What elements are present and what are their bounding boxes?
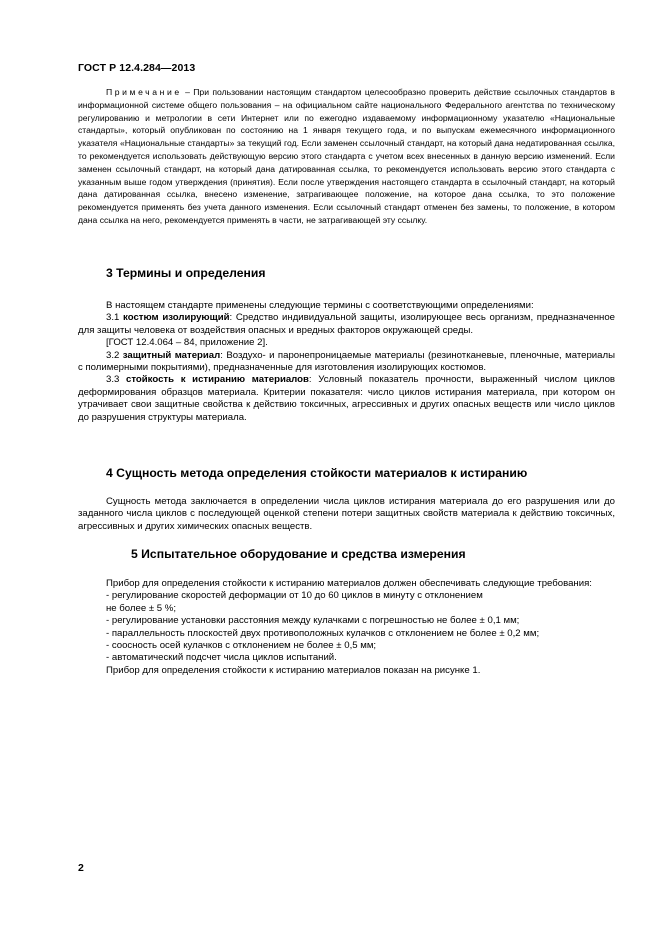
term-3-1-reference: [ГОСТ 12.4.064 – 84, приложение 2]. <box>106 337 268 349</box>
term-definition: : Средство индивидуальной защиты, изолирующее весь организм, предназначенное для защиты человека от воздействия опасных и вредных факторов окружающей среды. <box>78 312 616 336</box>
term-name: стойкость к истиранию материалов <box>126 374 309 386</box>
term-3-3 <box>78 374 615 424</box>
term-number: 3.1 <box>106 312 124 324</box>
section-5-intro: Прибор для определения стойкости к истиранию материалов должен обеспечивать следующие требования: <box>106 578 592 589</box>
term-name: защитный материал <box>122 349 221 361</box>
requirements-list <box>78 590 615 664</box>
list-item: - регулирование скоростей деформации от 10 до 60 циклов в минуту с отклонением <box>106 590 483 602</box>
term-3-2 <box>78 350 615 375</box>
term-definition: : Воздухо- и паронепроницаемые материалы (резинотканевые, пленочные, материалы с полимерными покрытиями), предназначенные для изготовления изолирующих костюмов. <box>78 349 615 374</box>
list-item: - регулирование установки расстояния между кулачками с погрешностью не более ± 0,1 мм; <box>106 615 520 627</box>
section-4-heading: 4 Сущность метода определения стойкости материалов к истиранию <box>106 466 528 480</box>
reference-note <box>78 86 615 227</box>
term-definition: : Условный показатель прочности, выраженный числом циклов деформирования образцов материала. Критерии показателя: число циклов истирания материала, при котором он утрачивает свои защитные свойства к действию токсичных, агрессивных и других опасных веществ или число циклов до разрушения структуры материала. <box>78 374 616 423</box>
page-number: 2 <box>78 862 84 874</box>
term-number: 3.2 <box>106 349 123 361</box>
term-number: 3.3 <box>106 374 127 386</box>
section-4-body <box>78 496 615 533</box>
document-header: ГОСТ Р 12.4.284—2013 <box>78 62 196 74</box>
list-item: - автоматический подсчет числа циклов испытаний. <box>106 652 337 664</box>
term-3-1 <box>78 312 615 337</box>
section-5-closing: Прибор для определения стойкости к истиранию материалов показан на рисунке 1. <box>106 664 481 676</box>
term-name: костюм изолирующий <box>123 312 230 324</box>
section-5-body <box>78 578 615 677</box>
note-text: – При пользовании настоящим стандартом целесообразно проверить действие ссылочных стандартов в информационной системе общего пользования – на официальном сайте национального Федерального агентства по техническому регулированию и метрологии в сети Интернет или по ежегодно издаваемому информационному указателю «Национальные стандарты», который опубликован по состоянию на 1 января текущего года, и по выпускам ежемесячного информационного указателя «Национальные стандарты» за текущий год. Если заменен ссылочный стандарт, на который дана недатированная ссылка, то рекомендуется использовать действующую версию этого стандарта с учетом всех внесенных в данную версию изменений. Если заменен ссылочный стандарт, на который дана датированная ссылка, то рекомендуется использовать версию этого стандарта с указанным выше годом утверждения (принятия). Если после утверждения настоящего стандарта в ссылочный стандарт, на который дана датированная ссылка, внесено изменение, затрагивающее положение, на которое дана ссылка, то это положение рекомендуется применять без учета данного изменения. Если ссылочный стандарт отменен без замены, то положение, в котором дана ссылка на него, рекомендуется применять в части, не затрагивающей эту ссылку. <box>78 87 615 225</box>
section-3-body <box>78 300 615 424</box>
note-label: Примечание <box>106 87 182 97</box>
section-5-heading: 5 Испытательное оборудование и средства измерения <box>131 547 466 561</box>
list-item: не более ± 5 %; <box>106 602 176 614</box>
section-4-text: Сущность метода заключается в определении числа циклов истирания материала до его разрушения или до заданного числа циклов с последующей оценкой степени потери защитных свойств материала к действию токсичных, агрессивных и других химических опасных веществ. <box>78 496 615 532</box>
list-item: - соосность осей кулачков с отклонением не более ± 0,5 мм; <box>106 640 377 652</box>
list-item: - параллельность плоскостей двух противоположных кулачков с отклонением не более ± 0,2 мм; <box>106 627 540 639</box>
section-3-heading: 3 Термины и определения <box>106 266 266 280</box>
section-3-intro: В настоящем стандарте применены следующие термины с соответствующими определениями: <box>106 300 534 311</box>
